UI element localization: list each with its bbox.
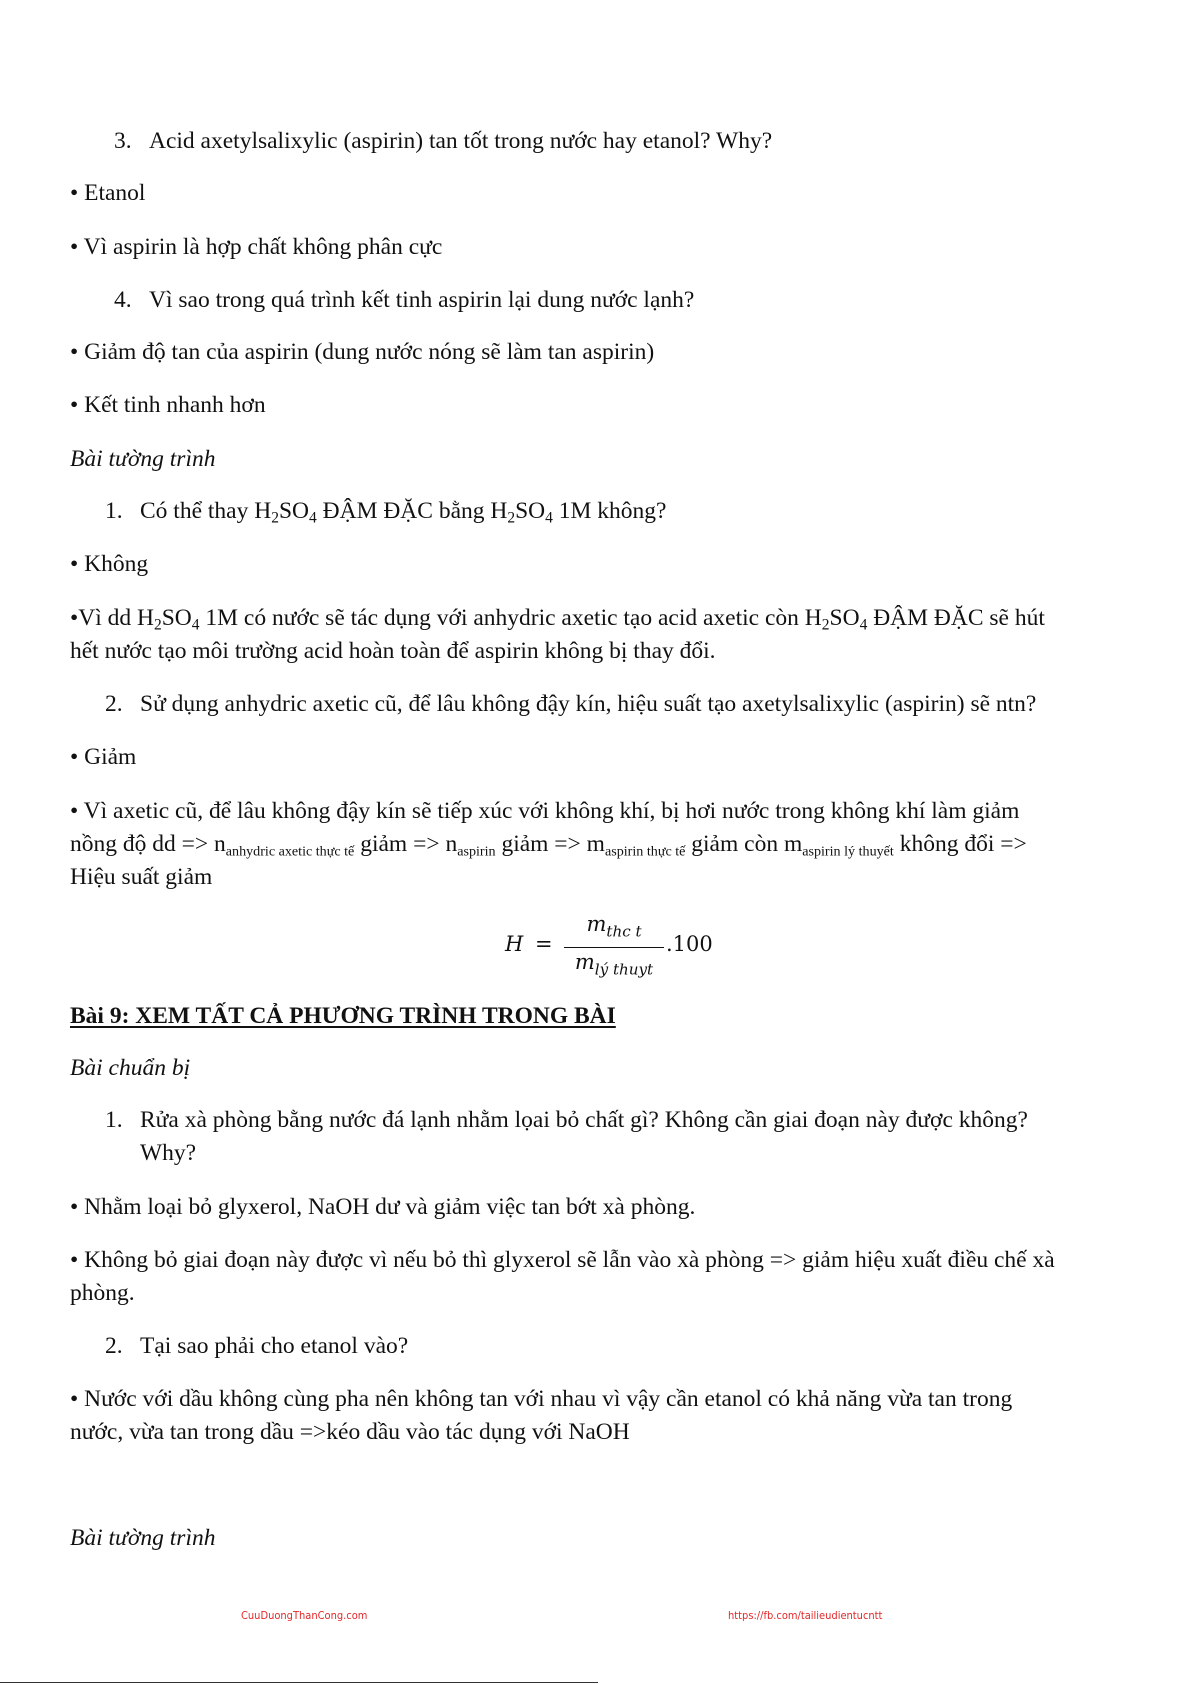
prep-answer-2-line2: nước, vừa tan trong dầu =>kéo dầu vào tác dụng với NaOH [70,1419,630,1445]
answer-3-reason: • Vì aspirin là hợp chất không phân cực [70,234,443,260]
prep-answer-1-remove: • Nhằm loại bỏ glyxerol, NaOH dư và giảm việc tan bớt xà phòng. [70,1194,696,1220]
report-answer-1-no: • Không [70,551,149,577]
heading-bai-9: Bài 9: XEM TẤT CẢ PHƯƠNG TRÌNH TRONG BÀI [70,1003,616,1029]
prep-answer-1-reason-cont: phòng. [70,1280,135,1306]
footer-site-link[interactable]: CuuDuongThanCong.com [241,1609,368,1622]
question-3 [114,124,772,158]
formula-lhs: H [505,932,524,956]
report-answer-2-reason-line1: • Vì axetic cũ, để lâu không đậy kín sẽ tiếp xúc với không khí, bị hơi nước trong không khí làm giảm [70,798,1020,824]
formula-fraction-bar [564,947,664,948]
report-answer-1-reason-cont: hết nước tạo môi trường acid hoàn toàn để aspirin không bị thay đổi. [70,638,716,664]
prep-question-2-text: Tại sao phải cho etanol vào? [140,1333,409,1359]
answer-3-etanol: • Etanol [70,180,146,206]
prep-question-2-number: 2. [105,1333,123,1359]
question-3-text: Acid axetylsalixylic (aspirin) tan tốt trong nước hay etanol? Why? [149,128,773,154]
report-question-2 [105,687,1036,721]
prep-question-1-text: Rửa xà phòng bằng nước đá lạnh nhằm lọai bỏ chất gì? Không cần giai đoạn này được không? [140,1107,1028,1133]
prep-question-1-cont: Why? [140,1140,197,1166]
question-3-number: 3. [114,128,132,154]
prep-answer-2-line1: • Nước với dầu không cùng pha nên không tan với nhau vì vậy cần etanol có khả năng vừa tan trong [70,1386,1013,1412]
formula-multiplier: .100 [666,932,713,956]
report-question-1 [105,494,666,528]
report-question-2-text: Sử dụng anhydric axetic cũ, để lâu không đậy kín, hiệu suất tạo axetylsalixylic (aspirin) sẽ ntn? [140,691,1037,717]
section-report-title: Bài tường trình [70,446,216,472]
report-answer-2-reason-line3: Hiệu suất giảm [70,864,213,890]
formula-fraction [564,912,664,982]
report-answer-1-reason: •Vì dd $H_2SO_4$ 1M có nước sẽ tác dụng với anhydric axetic tạo acid axetic còn $H_2SO_4$ ĐẬM ĐẶC sẽ hút [70,605,1045,634]
section-report-title-2: Bài tường trình [70,1525,216,1551]
answer-4-solubility: • Giảm độ tan của aspirin (dung nước nóng sẽ làm tan aspirin) [70,339,655,365]
report-answer-2-reason-line2: nồng độ dd => $n_{anhydric axetic thực tế}$ giảm => $n_{aspirin}$ giảm => $m_{aspirin thực tế}$ giảm còn $m_{aspirin lý thuyết}$ không đổi => [70,831,1027,860]
footer-divider [0,1682,598,1683]
prep-answer-1-reason: • Không bỏ giai đoạn này được vì nếu bỏ thì glyxerol sẽ lẫn vào xà phòng => giảm hiệu xuất điều chế xà [70,1247,1055,1273]
formula-equals: = [535,932,553,956]
prep-question-1 [105,1103,1028,1137]
question-4 [114,283,694,317]
answer-4-crystallize: • Kết tinh nhanh hơn [70,392,266,418]
footer-fb-link[interactable]: https://fb.com/tailieudientucntt [728,1609,883,1622]
formula-denominator: $m_{lý thuyt}$ [574,950,654,979]
section-prep-title: Bài chuẩn bị [70,1055,191,1081]
report-question-1-text: Có thể thay $H_2SO_4$ ĐẬM ĐẶC bằng $H_2SO_4$ 1M không? [140,498,667,527]
efficiency-formula [505,912,725,982]
report-question-2-number: 2. [105,691,123,717]
report-answer-2-decrease: • Giảm [70,744,137,770]
question-4-text: Vì sao trong quá trình kết tinh aspirin lại dung nước lạnh? [149,287,695,313]
report-question-1-number: 1. [105,498,123,524]
prep-question-1-number: 1. [105,1107,123,1133]
formula-numerator: $m_{thc t}$ [586,912,642,941]
prep-question-2 [105,1329,408,1363]
question-4-number: 4. [114,287,132,313]
